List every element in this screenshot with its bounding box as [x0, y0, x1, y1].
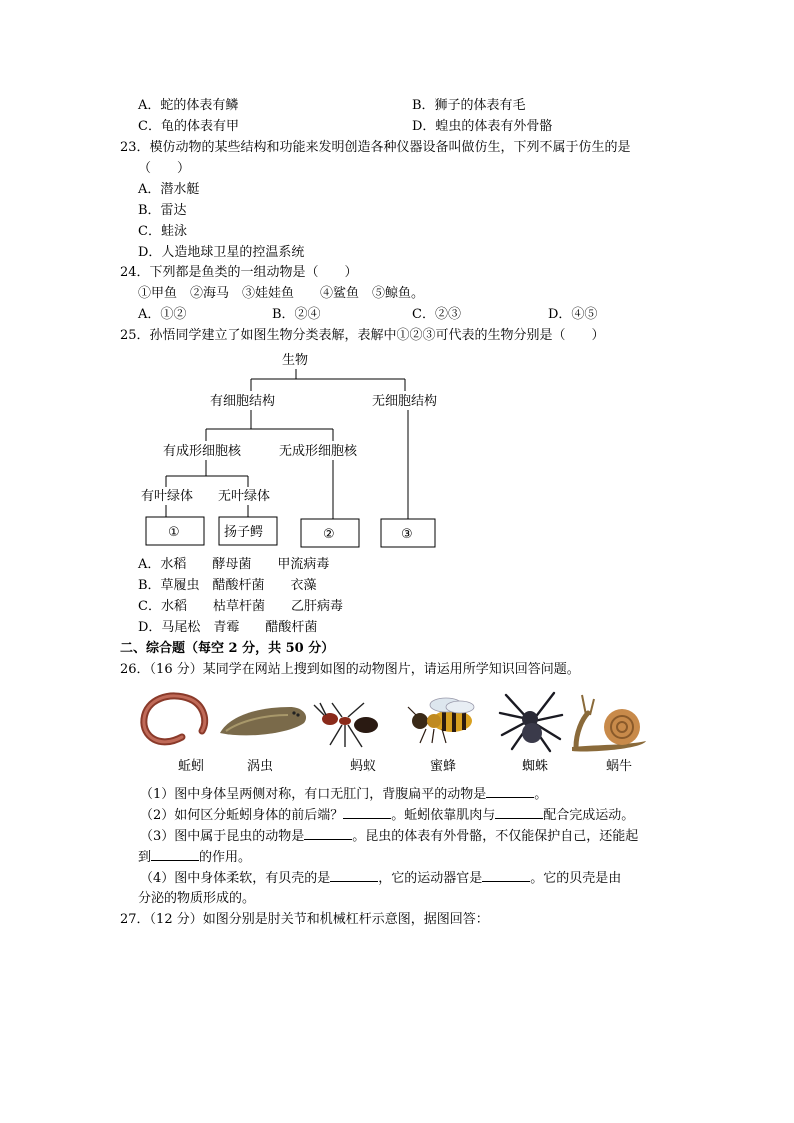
q24-option-a: A．①② [138, 307, 187, 322]
q25-option-c: C．水稻 枯草杆菌 乙肝病毒 [138, 599, 343, 614]
tree-cell-structure-label: 有细胞结构 [210, 394, 276, 409]
q25-option-b: B．草履虫 醋酸杆菌 衣藻 [138, 578, 317, 593]
tree-root-label: 生物 [282, 353, 309, 368]
q26-sub-3-cont: 到 的作用。 [138, 850, 252, 865]
bee-picture [408, 698, 474, 743]
answer-blank[interactable] [151, 848, 199, 861]
classification-tree-diagram [0, 0, 794, 560]
q26-sub-1: （1）图中身体呈两侧对称，有口无肛门，背腹扁平的动物是 。 [140, 787, 548, 802]
answer-blank[interactable] [486, 785, 534, 798]
ant-picture [314, 703, 378, 747]
q23-paren: （ ） [138, 161, 191, 176]
tree-box-1-label: ① [168, 525, 180, 540]
tree-box-3-label: ③ [401, 527, 413, 542]
planarian-picture [220, 707, 306, 735]
animal-label-spider: 蜘蛛 [522, 759, 549, 774]
q22-option-a: A．蛇的体表有鳞 [138, 98, 239, 113]
animal-pictures [130, 685, 660, 757]
earthworm-picture [144, 696, 205, 742]
tree-box-yangzi-label: 扬子鳄 [224, 525, 264, 540]
q27-stem: 27．（12 分）如图分别是肘关节和机械杠杆示意图，据图回答： [120, 912, 489, 927]
q24-option-c: C．②③ [412, 307, 461, 322]
q26-sub-4-cont: 分泌的物质形成的。 [138, 891, 256, 906]
q24-option-d: D．④⑤ [548, 307, 598, 322]
q24-stem: 24．下列都是鱼类的一组动物是（ ） [120, 265, 358, 280]
answer-blank[interactable] [343, 806, 391, 819]
q23-option-b: B．雷达 [138, 203, 187, 218]
q23-option-a: A．潜水艇 [138, 182, 200, 197]
tree-no-nucleus-label: 无成形细胞核 [279, 444, 358, 459]
q24-items: ①甲鱼 ②海马 ③娃娃鱼 ④鲨鱼 ⑤鲸鱼。 [138, 286, 425, 301]
q22-option-b: B．狮子的体表有毛 [412, 98, 526, 113]
answer-blank[interactable] [304, 827, 352, 840]
q25-option-a: A．水稻 酵母菌 甲流病毒 [138, 557, 330, 572]
q26-sub-2: （2）如何区分蚯蚓身体的前后端？ 。蚯蚓依靠肌肉与 配合完成运动。 [140, 808, 635, 823]
q26-sub-4: （4）图中身体柔软，有贝壳的是 ，它的运动器官是 。它的贝壳是由 [140, 871, 622, 886]
animal-label-ant: 蚂蚁 [350, 759, 377, 774]
answer-blank[interactable] [330, 869, 378, 882]
snail-picture [572, 695, 646, 752]
q24-option-b: B．②④ [272, 307, 321, 322]
animal-label-earthworm: 蚯蚓 [178, 759, 205, 774]
tree-no-chloroplast-label: 无叶绿体 [218, 489, 271, 504]
q26-sub-3: （3）图中属于昆虫的动物是 。昆虫的体表有外骨骼，不仅能保护自己，还能起 [140, 829, 639, 844]
q22-option-c: C．龟的体表有甲 [138, 119, 239, 134]
q25-stem: 25．孙悟同学建立了如图生物分类表解，表解中①②③可代表的生物分别是（ ） [120, 328, 605, 343]
q23-option-d: D．人造地球卫星的控温系统 [138, 245, 305, 260]
animal-label-bee: 蜜蜂 [430, 759, 457, 774]
q26-stem: 26．（16 分）某同学在网站上搜到如图的动物图片，请运用所学知识回答问题。 [120, 662, 580, 677]
tree-no-cell-structure-label: 无细胞结构 [372, 394, 438, 409]
q25-option-d: D．马尾松 青霉 醋酸杆菌 [138, 620, 318, 635]
answer-blank[interactable] [495, 806, 543, 819]
q23-option-c: C．蛙泳 [138, 224, 187, 239]
tree-box-2-label: ② [323, 527, 335, 542]
answer-blank[interactable] [482, 869, 530, 882]
q23-stem: 23．模仿动物的某些结构和功能来发明创造各种仪器设备叫做仿生，下列不属于仿生的是 [120, 140, 631, 155]
spider-picture [500, 693, 562, 751]
tree-nucleus-label: 有成形细胞核 [163, 444, 242, 459]
animal-label-planarian: 涡虫 [247, 759, 274, 774]
tree-chloroplast-label: 有叶绿体 [141, 489, 194, 504]
q22-option-d: D．蝗虫的体表有外骨骼 [412, 119, 553, 134]
animal-label-snail: 蜗牛 [606, 759, 633, 774]
section-2-title: 二、综合题（每空 2 分，共 50 分） [120, 641, 335, 656]
